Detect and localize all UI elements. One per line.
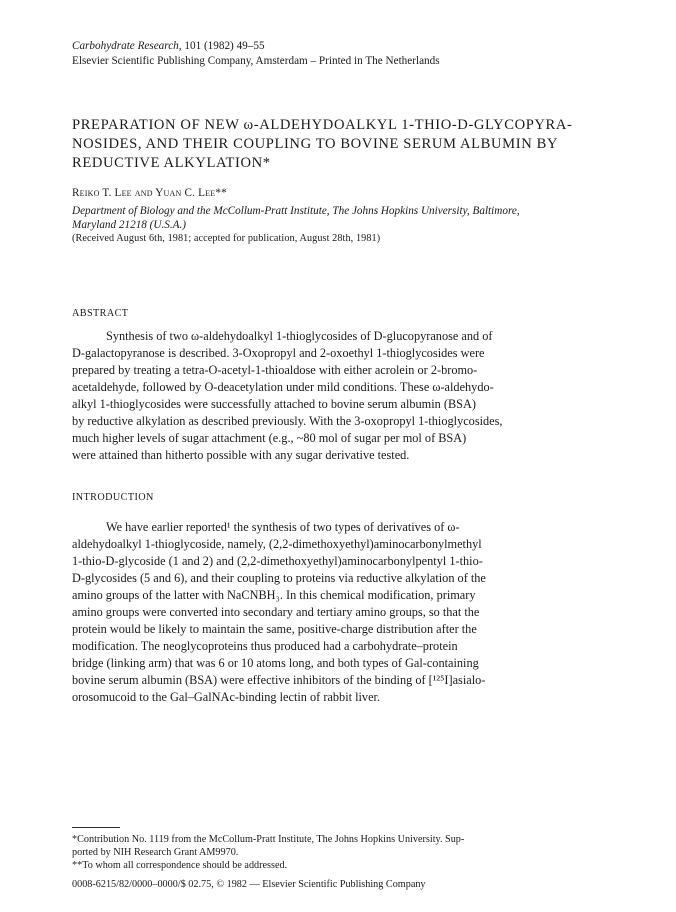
intro-line: orosomucoid to the Gal–GalNAc-binding lectin of rabbit liver. — [72, 690, 381, 704]
journal-volume: 101 (1982) 49–55 — [181, 40, 265, 52]
footnote-line: **To whom all correspondence should be addressed. — [72, 860, 288, 871]
intro-line: bovine serum albumin (BSA) were effective inhibitors of the binding of [¹²⁵I]asialo- — [72, 673, 486, 687]
intro-line: 1-thio-D-glycoside (1 and 2) and (2,2-dimethoxyethyl)aminocarbonylpentyl 1-thio- — [72, 554, 483, 568]
affiliation-line-2: Maryland 21218 (U.S.A.) — [72, 219, 187, 231]
footnote-divider — [72, 827, 120, 828]
abstract-heading: ABSTRACT — [72, 308, 129, 319]
abstract-line: alkyl 1-thioglycosides were successfully attached to bovine serum albumin (BSA) — [72, 397, 476, 411]
abstract-line: were attained than hitherto possible with any sugar derivative tested. — [72, 448, 410, 462]
intro-line: protein would be likely to maintain the same, positive-charge distribution after the — [72, 622, 477, 636]
intro-line: D-glycosides (5 and 6), and their coupling to proteins via reductive alkylation of the — [72, 571, 486, 585]
article-title-line-3: REDUCTIVE ALKYLATION* — [72, 155, 271, 171]
affiliation-line-1: Department of Biology and the McCollum-Pratt Institute, The Johns Hopkins University, Baltimore, — [72, 205, 520, 217]
abstract-line: prepared by treating a tetra-O-acetyl-1-thioaldose with either acrolein or 2-bromo- — [72, 363, 478, 377]
received-dates: (Received August 6th, 1981; accepted for publication, August 28th, 1981) — [72, 233, 381, 244]
footnote-line: *Contribution No. 1119 from the McCollum-Pratt Institute, The Johns Hopkins University. Sup- — [72, 834, 465, 845]
intro-line: amino groups of the latter with NaCNBH₃. In this chemical modification, primary — [72, 588, 476, 602]
abstract-line: by reductive alkylation as described previously. With the 3-oxopropyl 1-thioglycosides, — [72, 414, 503, 428]
copyright-line: 0008-6215/82/0000–0000/$ 02.75, © 1982 — Elsevier Scientific Publishing Company — [72, 879, 426, 890]
abstract-line: much higher levels of sugar attachment (e.g., ~80 mol of sugar per mol of BSA) — [72, 431, 467, 445]
intro-line: bridge (linking arm) that was 6 or 10 atoms long, and both types of Gal-containing — [72, 656, 479, 670]
intro-line: modification. The neoglycoproteins thus produced had a carbohydrate–protein — [72, 639, 458, 653]
footnote-line: ported by NIH Research Grant AM9970. — [72, 847, 239, 858]
abstract-line: D-galactopyranose is described. 3-Oxopropyl and 2-oxoethyl 1-thioglycosides were — [72, 346, 485, 360]
publisher-line: Elsevier Scientific Publishing Company, Amsterdam – Printed in The Netherlands — [72, 55, 440, 67]
intro-line: amino groups were converted into secondary and tertiary amino groups, so that the — [72, 605, 480, 619]
intro-line: We have earlier reported¹ the synthesis of two types of derivatives of ω- — [106, 520, 460, 534]
journal-name: Carbohydrate Research, — [72, 40, 182, 52]
journal-citation — [72, 39, 265, 53]
intro-line: aldehydoalkyl 1-thioglycoside, namely, (2,2-dimethoxyethyl)aminocarbonylmethyl — [72, 537, 482, 551]
introduction-heading: INTRODUCTION — [72, 492, 154, 503]
abstract-line: Synthesis of two ω-aldehydoalkyl 1-thioglycosides of D-glucopyranose and of — [106, 329, 493, 343]
article-title-line-1: PREPARATION OF NEW ω-ALDEHYDOALKYL 1-THIO-D-GLYCOPYRA- — [72, 117, 573, 133]
abstract-line: acetaldehyde, followed by O-deacetylation under mild conditions. These ω-aldehydo- — [72, 380, 494, 394]
article-title-line-2: NOSIDES, AND THEIR COUPLING TO BOVINE SERUM ALBUMIN BY — [72, 136, 559, 152]
authors: Reiko T. Lee and Yuan C. Lee** — [72, 187, 227, 199]
